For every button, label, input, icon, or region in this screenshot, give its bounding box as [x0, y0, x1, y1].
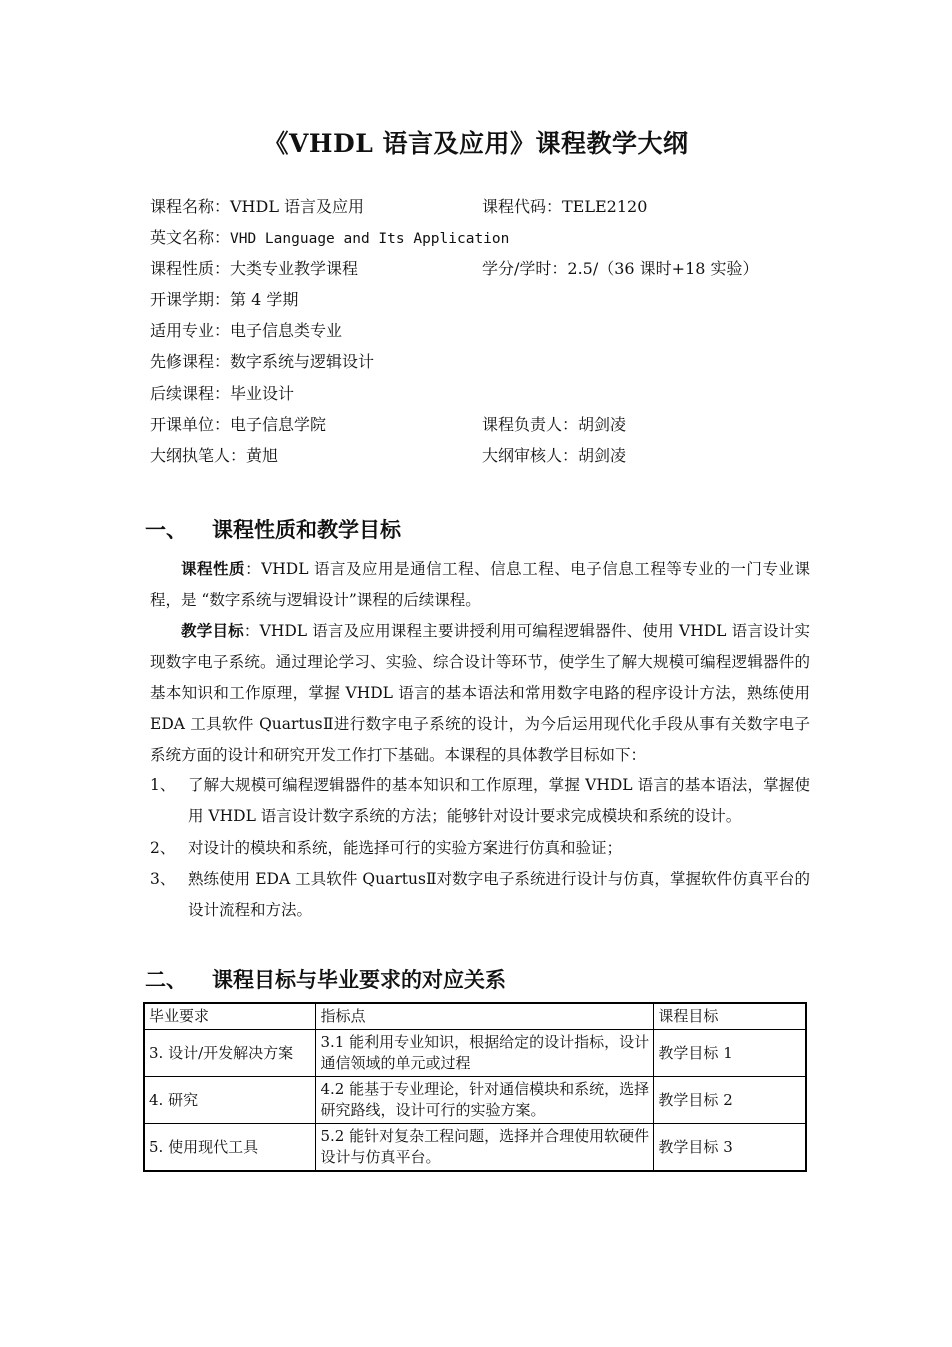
section2-title: 课程目标与毕业要求的对应关系	[212, 967, 506, 992]
table-header-cell: 课程目标	[654, 1003, 806, 1030]
department: 开课单位：电子信息学院	[150, 415, 327, 434]
follow-up: 后续课程：毕业设计	[150, 384, 295, 403]
nature-paragraph	[150, 553, 810, 616]
table-header-cell: 指标点	[316, 1003, 654, 1030]
goal-label: 教学目标	[181, 621, 244, 640]
goal-text: ：VHDL 语言及应用课程主要讲授利用可编程逻辑器件、使用 VHDL 语言设计实现数字电子系统。通过理论学习、实验、综合设计等环节，使学生了解大规模可编程逻辑器件的基本知识和工作原理，掌握 VHDL 语言的基本语法和常用数字电路的程序设计方法，熟练使用 EDA 工具软件 QuartusⅡ进行数字电子系统的设计，为今后运用现代化手段从事有关数字电子系统方面的设计和研究开发工作打下基础。本课程的具体教学目标如下：	[150, 622, 810, 764]
goal-paragraph	[150, 615, 810, 771]
table-cell: 教学目标 1	[654, 1030, 806, 1077]
reviewer: 大纲审核人：胡剑凌	[482, 446, 627, 465]
table-row	[144, 1030, 806, 1077]
table-cell: 3.1 能利用专业知识，根据给定的设计指标，设计通信领域的单元或过程	[316, 1030, 654, 1077]
section2-heading	[145, 964, 506, 994]
table-cell: 4. 研究	[144, 1077, 316, 1124]
table-row	[144, 1077, 806, 1124]
course-leader: 课程负责人：胡剑凌	[482, 415, 627, 434]
goal-item-number: 3、	[150, 870, 176, 888]
course-code: 课程代码：TELE2120	[482, 197, 648, 216]
table-header-cell: 毕业要求	[144, 1003, 316, 1030]
objectives-table	[143, 1002, 807, 1172]
prerequisite: 先修课程：数字系统与逻辑设计	[150, 352, 375, 371]
section1-number: 一、	[145, 517, 187, 542]
course-nature: 课程性质：大类专业教学课程	[150, 259, 359, 278]
table-row	[144, 1124, 806, 1172]
goal-item-number: 1、	[150, 776, 176, 794]
section1-heading	[145, 514, 401, 544]
major: 适用专业：电子信息类专业	[150, 321, 343, 340]
table-cell: 3. 设计/开发解决方案	[144, 1030, 316, 1077]
goal-item-2	[150, 833, 810, 864]
credits: 学分/学时：2.5/（36 课时+18 实验）	[482, 259, 759, 278]
table-cell: 教学目标 3	[654, 1124, 806, 1172]
goal-item-text: 熟练使用 EDA 工具软件 QuartusⅡ对数字电子系统进行设计与仿真，掌握软件仿真平台的设计流程和方法。	[188, 870, 810, 919]
semester: 开课学期：第 4 学期	[150, 290, 299, 309]
english-name-value: VHD Language and Its Application	[230, 231, 510, 247]
nature-label: 课程性质	[181, 559, 246, 578]
table-cell: 5. 使用现代工具	[144, 1124, 316, 1172]
goal-item-number: 2、	[150, 839, 176, 857]
writer: 大纲执笔人：黄旭	[150, 446, 279, 465]
section2-number: 二、	[145, 967, 187, 992]
table-cell: 5.2 能针对复杂工程问题，选择并合理使用软硬件设计与仿真平台。	[316, 1124, 654, 1172]
table-header-row	[144, 1003, 806, 1030]
goal-item-3	[150, 864, 810, 926]
english-name-label: 英文名称：	[150, 228, 231, 247]
table-cell: 4.2 能基于专业理论，针对通信模块和系统，选择研究路线，设计可行的实验方案。	[316, 1077, 654, 1124]
goal-item-text: 了解大规模可编程逻辑器件的基本知识和工作原理，掌握 VHDL 语言的基本语法，掌握使用 VHDL 语言设计数字系统的方法；能够针对设计要求完成模块和系统的设计。	[188, 776, 810, 825]
document-title: 《VHDL 语言及应用》课程教学大纲	[263, 129, 689, 158]
nature-text: ：VHDL 语言及应用是通信工程、信息工程、电子信息工程等专业的一门专业课程，是 “数字系统与逻辑设计”课程的后续课程。	[150, 560, 810, 609]
english-name	[150, 228, 509, 249]
table-cell: 教学目标 2	[654, 1077, 806, 1124]
section1-title: 课程性质和教学目标	[212, 517, 401, 542]
course-name: 课程名称：VHDL 语言及应用	[150, 197, 365, 216]
goal-item-1	[150, 770, 810, 832]
goal-item-text: 对设计的模块和系统，能选择可行的实验方案进行仿真和验证；	[188, 839, 623, 857]
